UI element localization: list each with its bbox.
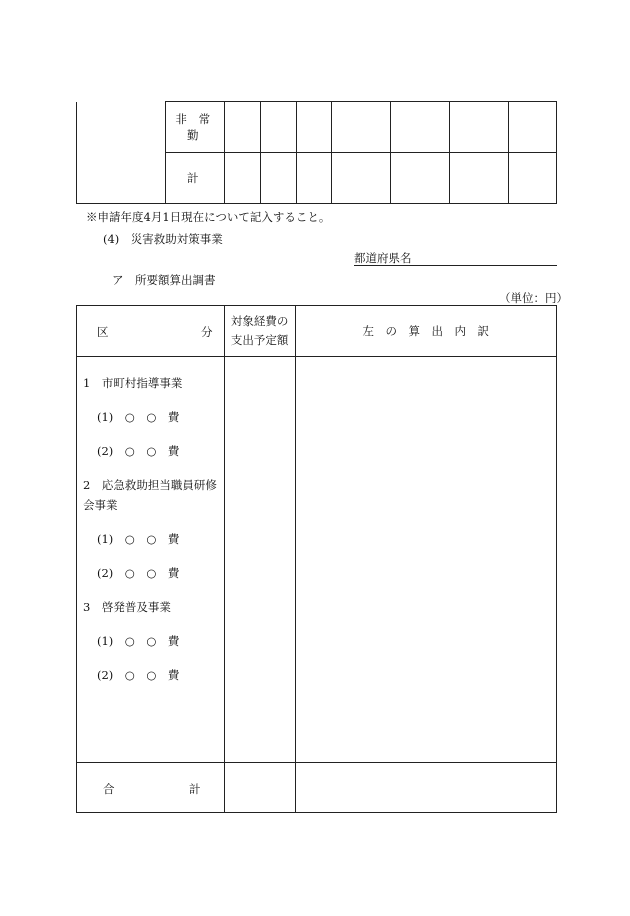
total-amount-cell xyxy=(224,763,295,813)
sub-heading: ア 所要額算出調書 xyxy=(112,273,216,287)
total-label-right: 計 xyxy=(189,782,201,796)
row-label-total: 計 xyxy=(165,153,224,204)
total-row xyxy=(77,763,557,813)
header-category-right: 分 xyxy=(201,325,213,339)
table-row xyxy=(77,357,557,763)
header-breakdown: 左 の 算 出 内 訳 xyxy=(295,306,556,357)
breakdown-cell xyxy=(295,357,556,763)
table-header-row xyxy=(77,306,557,357)
list-item: (1) ○ ○ 費 xyxy=(97,634,180,648)
list-item: (2) ○ ○ 費 xyxy=(97,566,180,580)
staff-table xyxy=(76,101,557,204)
note-text: ※申請年度4月1日現在について記入すること。 xyxy=(86,210,331,224)
total-breakdown-cell xyxy=(295,763,556,813)
prefecture-label: 都道府県名 xyxy=(354,251,412,265)
list-item: 3 啓発普及事業 xyxy=(83,600,171,614)
total-label-left: 合 xyxy=(103,782,115,796)
table-row xyxy=(77,102,557,153)
list-item: (1) ○ ○ 費 xyxy=(97,410,180,424)
unit-label: （単位：円） xyxy=(499,291,568,305)
amount-cell xyxy=(224,357,295,763)
list-item: (1) ○ ○ 費 xyxy=(97,532,180,546)
list-item: 会事業 xyxy=(83,498,118,512)
header-category xyxy=(77,306,225,357)
budget-table xyxy=(76,305,557,813)
items-cell xyxy=(77,357,225,763)
section-heading: (4) 災害救助対策事業 xyxy=(103,232,223,246)
list-item: (2) ○ ○ 費 xyxy=(97,668,180,682)
table-cell xyxy=(77,102,166,204)
header-category-left: 区 xyxy=(97,325,109,339)
row-label-part-time: 非 常 勤 xyxy=(165,102,224,153)
list-item: (2) ○ ○ 費 xyxy=(97,444,180,458)
prefecture-underline xyxy=(354,265,557,266)
list-item: 1 市町村指導事業 xyxy=(83,376,183,390)
list-item: 2 応急救助担当職員研修 xyxy=(83,478,217,492)
header-amount: 対象経費の 支出予定額 xyxy=(224,306,295,357)
total-label-cell xyxy=(77,763,225,813)
